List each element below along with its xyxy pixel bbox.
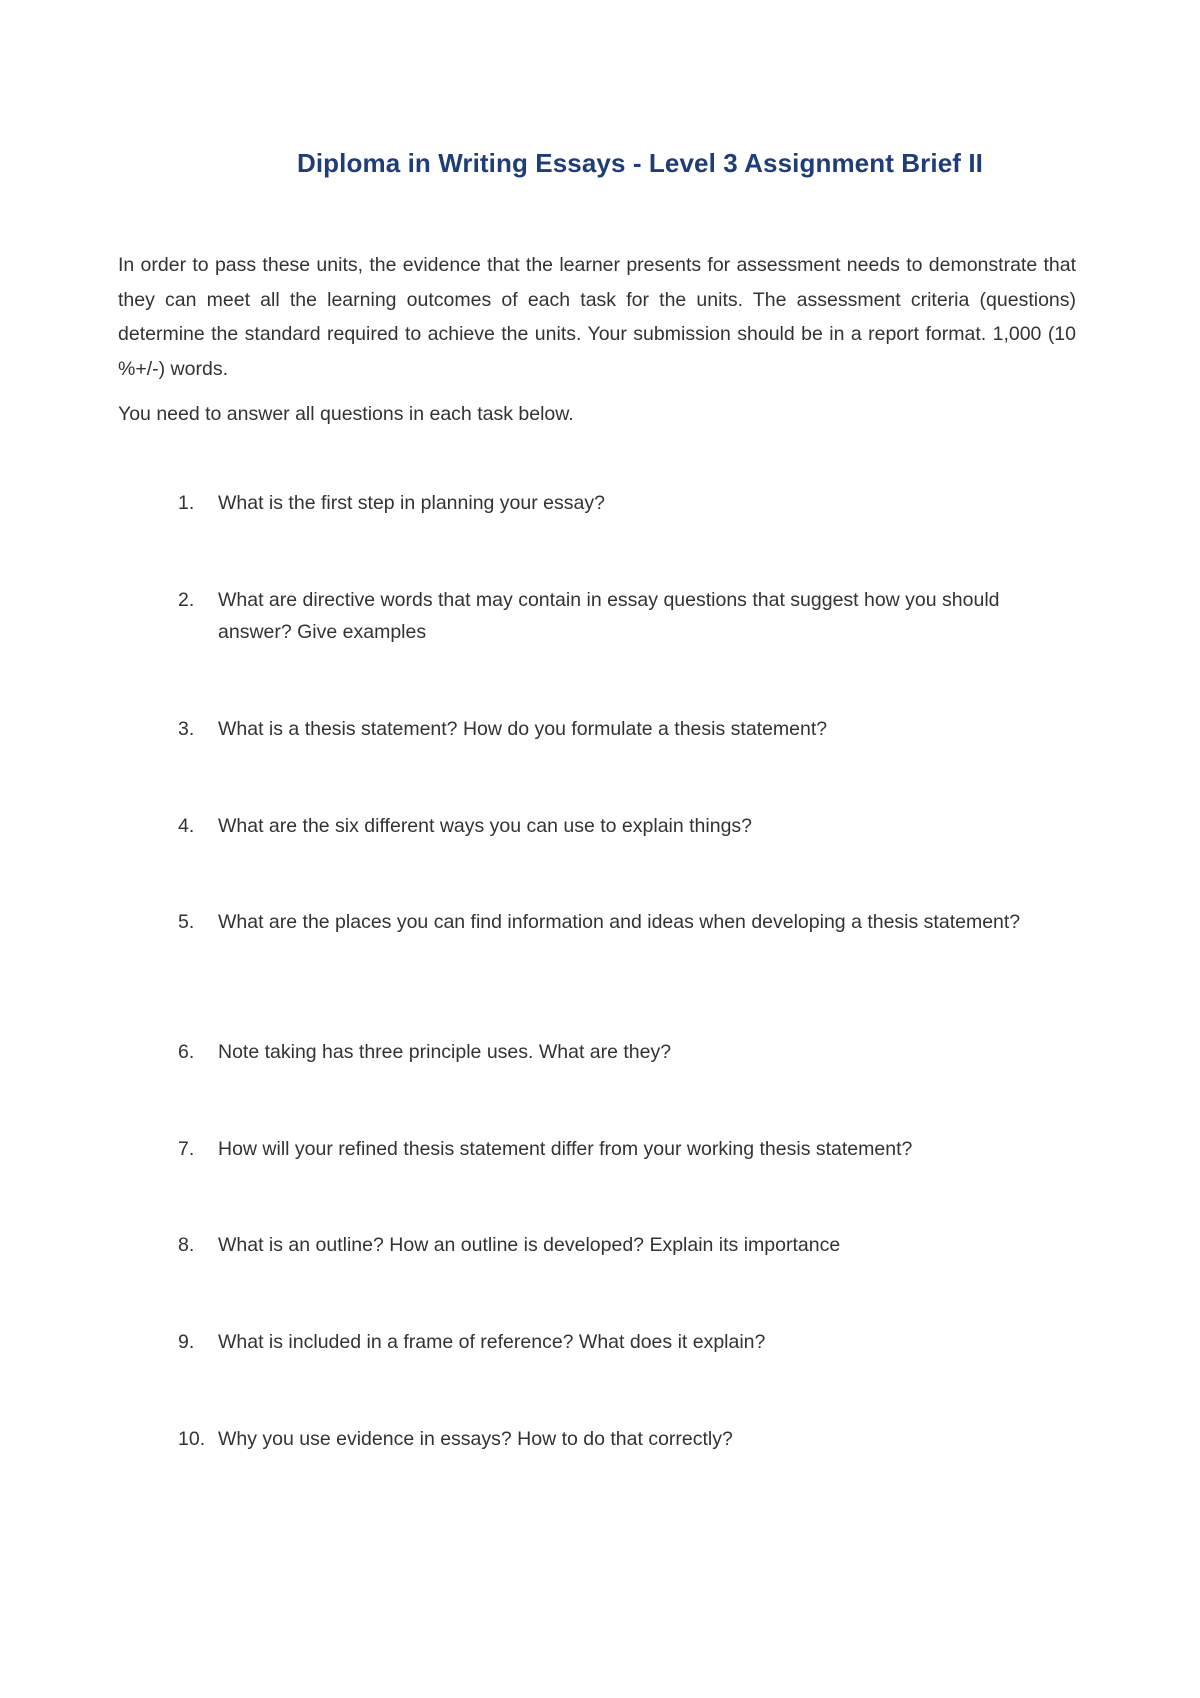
- question-text: Note taking has three principle uses. What are they?: [218, 1041, 672, 1063]
- question-number: 10.: [178, 1428, 206, 1450]
- question-item: [178, 487, 1068, 519]
- question-text: What is a thesis statement? How do you formulate a thesis statement?: [218, 718, 828, 740]
- question-number: 6.: [178, 1041, 195, 1063]
- question-item: [178, 906, 1068, 938]
- question-number: 3.: [178, 718, 195, 740]
- instruction-text: You need to answer all questions in each task below.: [118, 403, 574, 425]
- question-item: [178, 1423, 1068, 1455]
- question-item: [178, 584, 1068, 648]
- question-text: What is included in a frame of reference? What does it explain?: [218, 1331, 766, 1353]
- question-number: 7.: [178, 1138, 195, 1160]
- question-item: [178, 1036, 1068, 1068]
- question-number: 1.: [178, 492, 195, 514]
- question-item: [178, 1133, 1068, 1165]
- question-text: How will your refined thesis statement differ from your working thesis statement?: [218, 1138, 913, 1160]
- question-item: [178, 713, 1068, 745]
- question-text: What are the places you can find information and ideas when developing a thesis statement?: [218, 911, 1021, 933]
- question-text: What is an outline? How an outline is developed? Explain its importance: [218, 1234, 841, 1256]
- question-number: 5.: [178, 911, 195, 933]
- question-number: 8.: [178, 1234, 195, 1256]
- question-number: 2.: [178, 589, 195, 611]
- question-number: 4.: [178, 815, 195, 837]
- question-text: What are the six different ways you can use to explain things?: [218, 815, 753, 837]
- question-item: [178, 1326, 1068, 1358]
- question-number: 9.: [178, 1331, 195, 1353]
- question-text: Why you use evidence in essays? How to do that correctly?: [218, 1428, 733, 1450]
- document-title: Diploma in Writing Essays - Level 3 Assignment Brief II: [296, 148, 983, 178]
- question-text: What is the first step in planning your essay?: [218, 492, 605, 514]
- question-item: [178, 810, 1068, 842]
- intro-paragraph: In order to pass these units, the evidence that the learner presents for assessment needs to demonstrate that they can meet all the learning outcomes of each task for the units. The assessment criteria (questions) determine the standard required to achieve the units. Your submission should be in a report format. 1,000 (10 %+/-) words.: [118, 254, 1076, 380]
- question-text: What are directive words that may contain in essay questions that suggest how you should answer? Give examples: [218, 589, 1000, 643]
- question-item: [178, 1229, 1068, 1261]
